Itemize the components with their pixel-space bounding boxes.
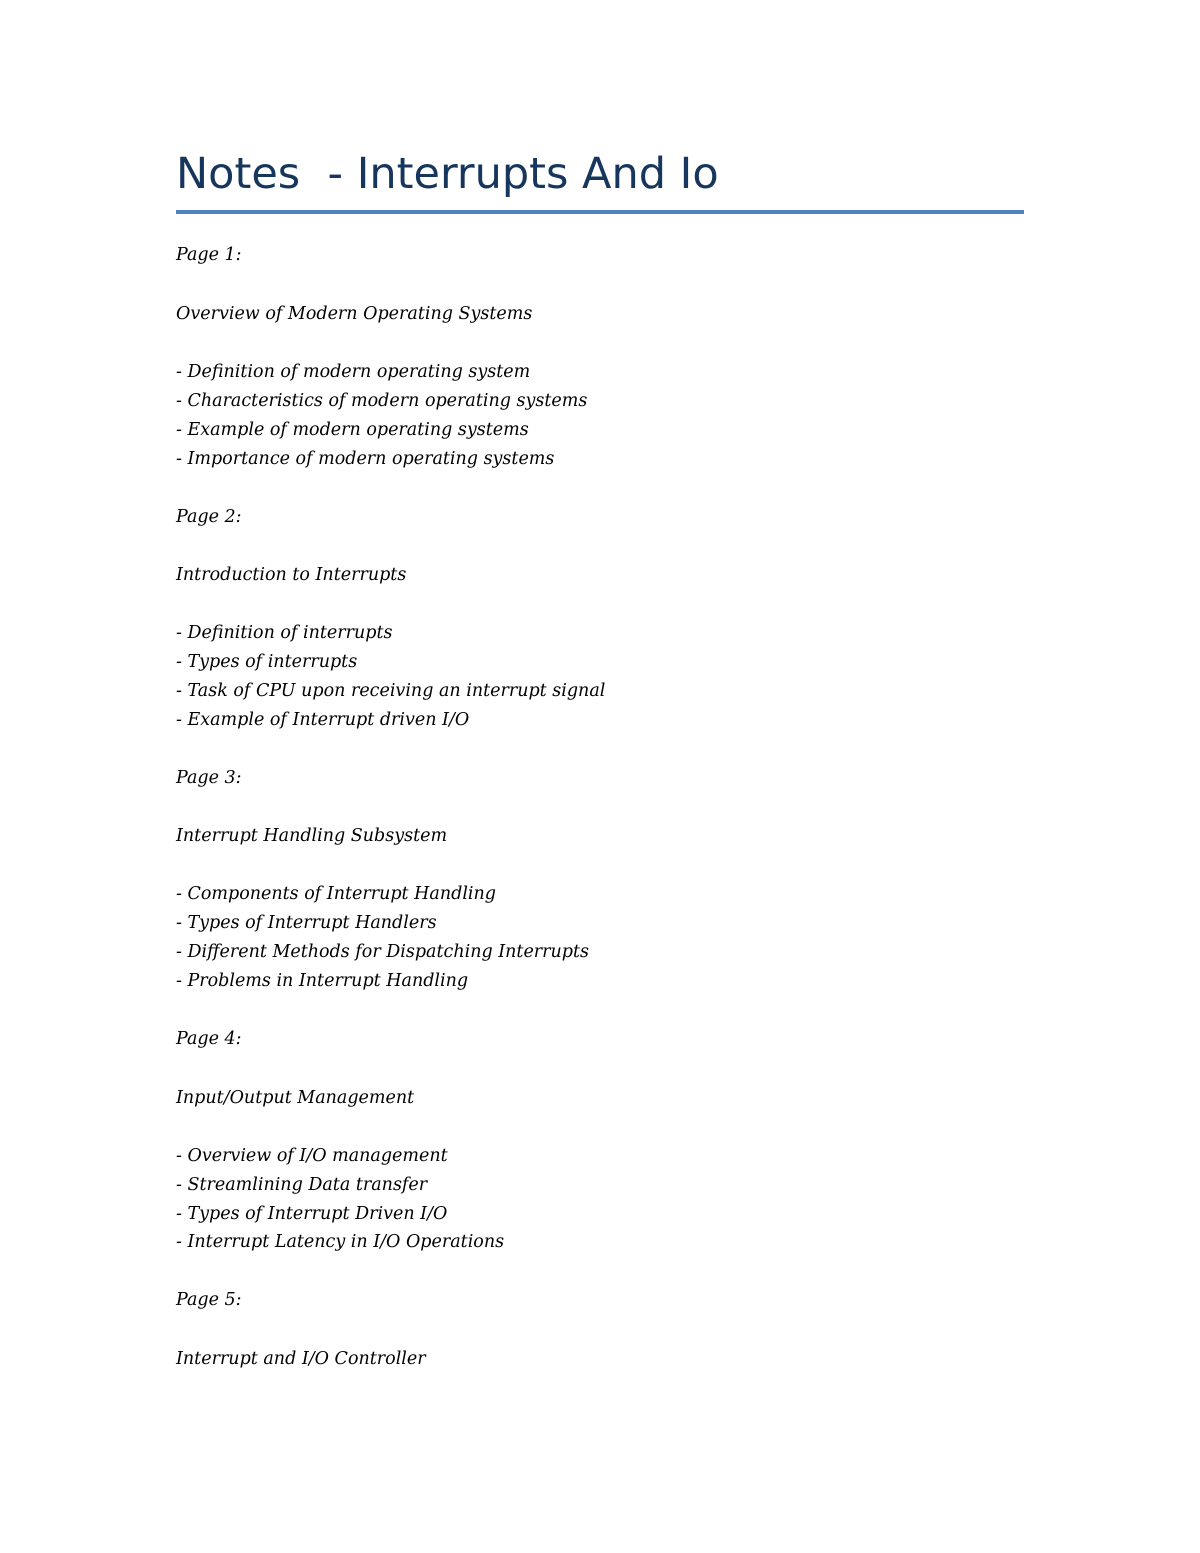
bullet-item: - Different Methods for Dispatching Interrupts	[176, 942, 590, 962]
bullet-item: - Components of Interrupt Handling	[176, 884, 496, 904]
page-label: Page 2:	[176, 507, 242, 527]
bullet-item: - Characteristics of modern operating systems	[176, 391, 588, 411]
title-underline	[176, 210, 1024, 214]
section-heading: Interrupt Handling Subsystem	[176, 826, 448, 846]
document-title: Notes - Interrupts And Io	[176, 149, 719, 199]
section-heading: Input/Output Management	[176, 1088, 415, 1108]
bullet-item: - Definition of interrupts	[176, 623, 393, 643]
bullet-item: - Overview of I/O management	[176, 1146, 448, 1166]
page-label: Page 4:	[176, 1029, 242, 1049]
bullet-item: - Example of Interrupt driven I/O	[176, 710, 470, 730]
page-label: Page 1:	[176, 245, 242, 265]
bullet-item: - Task of CPU upon receiving an interrupt signal	[176, 681, 606, 701]
bullet-item: - Example of modern operating systems	[176, 420, 529, 440]
section-heading: Introduction to Interrupts	[176, 565, 407, 585]
bullet-item: - Streamlining Data transfer	[176, 1175, 428, 1195]
bullet-item: - Types of Interrupt Handlers	[176, 913, 437, 933]
bullet-item: - Types of interrupts	[176, 652, 358, 672]
bullet-item: - Importance of modern operating systems	[176, 449, 555, 469]
section-heading: Overview of Modern Operating Systems	[176, 304, 533, 324]
bullet-item: - Interrupt Latency in I/O Operations	[176, 1232, 505, 1252]
section-heading: Interrupt and I/O Controller	[176, 1349, 426, 1369]
page-label: Page 3:	[176, 768, 242, 788]
bullet-item: - Definition of modern operating system	[176, 362, 531, 382]
bullet-item: - Problems in Interrupt Handling	[176, 971, 469, 991]
bullet-item: - Types of Interrupt Driven I/O	[176, 1204, 448, 1224]
page-label: Page 5:	[176, 1290, 242, 1310]
